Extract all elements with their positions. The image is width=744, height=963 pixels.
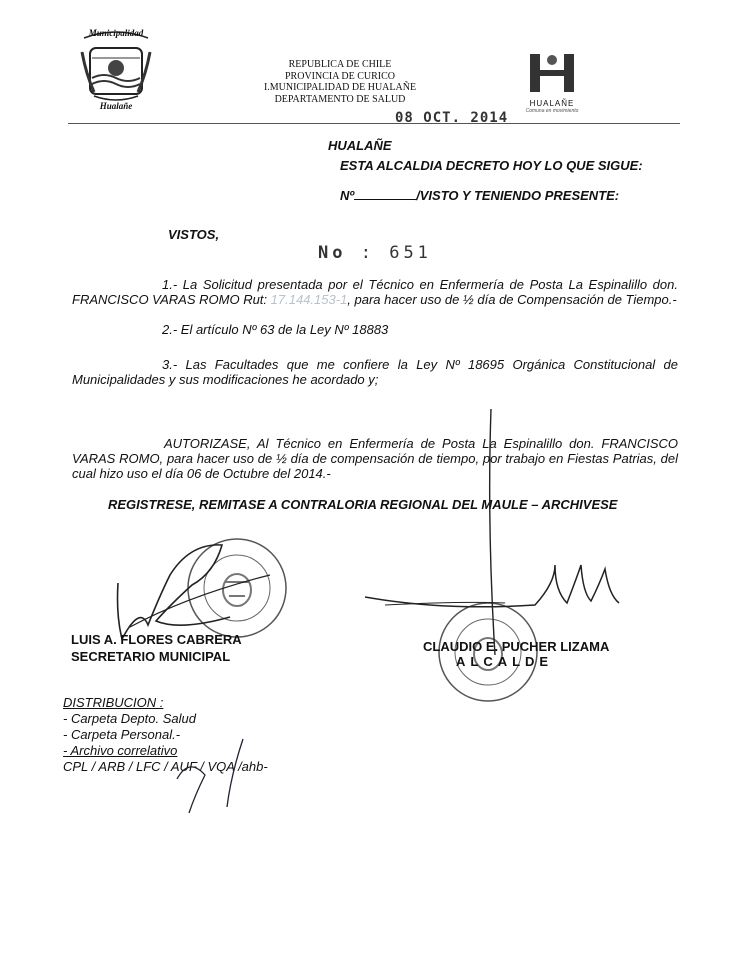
resolution-text: AUTORIZASE, Al Técnico en Enfermería de Posta La Espinalillo don. FRANCISCO VARAS ROMO, para hacer uso de ½ día de compensación de tiempo, por trabajo en Fiestas Patrias, del cual hizo uso el día 06 de Octubre del 2014.- <box>72 436 678 481</box>
header-block <box>240 59 440 105</box>
decree-number-line <box>340 188 619 203</box>
distribution-title: DISTRIBUCION : <box>63 695 164 710</box>
initials-handwriting <box>165 735 255 815</box>
vistos-heading: VISTOS, <box>168 227 220 242</box>
number-prefix: Nº <box>340 188 355 203</box>
secretary-name: LUIS A. FLORES CABRERA <box>71 632 242 647</box>
item-3: 3.- Las Facultades que me confiere la Ley Nº 18695 Orgánica Constitucional de Municipalidades y sus modificaciones he acordado y; <box>72 357 678 387</box>
date-stamp: 08 OCT. 2014 <box>395 110 509 126</box>
seal-top-text: Municipalidad <box>88 28 144 38</box>
seal-bottom-text: Hualañe <box>99 101 133 111</box>
distribution-item-3: - Archivo correlativo <box>63 743 178 758</box>
stamped-number-prefix: No <box>318 243 347 263</box>
stamped-number-value: 651 <box>389 243 432 263</box>
mayor-name: CLAUDIO E. PUCHER LIZAMA <box>423 639 610 654</box>
header-line-2: PROVINCIA DE CURICO <box>284 70 395 82</box>
header-line-1: REPUBLICA DE CHILE <box>288 59 392 70</box>
secretary-role: SECRETARIO MUNICIPAL <box>71 649 231 664</box>
item-1 <box>72 277 678 307</box>
logo-tagline: Comuna en movimiento <box>525 108 579 114</box>
hualane-logo-icon <box>520 50 584 96</box>
decree-line: ESTA ALCALDIA DECRETO HOY LO QUE SIGUE: <box>340 158 643 173</box>
logo-name: HUALAÑE <box>529 99 575 108</box>
secretary-signature <box>110 535 290 645</box>
place-title: HUALAÑE <box>328 138 392 153</box>
mayor-role: ALCALDE <box>456 654 554 669</box>
header-rule <box>68 123 680 124</box>
distribution-item-1: - Carpeta Depto. Salud <box>63 711 196 726</box>
item-1-text-b: , para hacer uso de ½ día de Compensación de Tiempo.- <box>347 292 677 307</box>
distribution-initials: CPL / ARB / LFC / AUF / VQA /ahb- <box>63 759 268 774</box>
number-blank <box>354 199 416 200</box>
rut-redacted: 17.144.153-1 <box>270 292 348 307</box>
distribution-item-2: - Carpeta Personal.- <box>63 727 181 742</box>
item-1-text-a: 1.- La Solicitud presentada por el Técnico en Enfermería de Posta La Espinalillo don. FRANCISCO VARAS ROMO Rut: <box>72 277 678 307</box>
hualane-logo <box>520 50 584 120</box>
header-line-3: I.MUNICIPALIDAD DE HUALAÑE <box>263 82 417 93</box>
number-suffix: /VISTO Y TENIENDO PRESENTE: <box>416 188 620 203</box>
item-2: 2.- El artículo Nº 63 de la Ley Nº 18883 <box>162 322 389 337</box>
closing-line: REGISTRESE, REMITASE A CONTRALORIA REGIONAL DEL MAULE – ARCHIVESE <box>108 497 618 512</box>
header-line-4: DEPARTAMENTO DE SALUD <box>274 93 406 105</box>
stamped-number: No : 651 <box>318 243 432 263</box>
